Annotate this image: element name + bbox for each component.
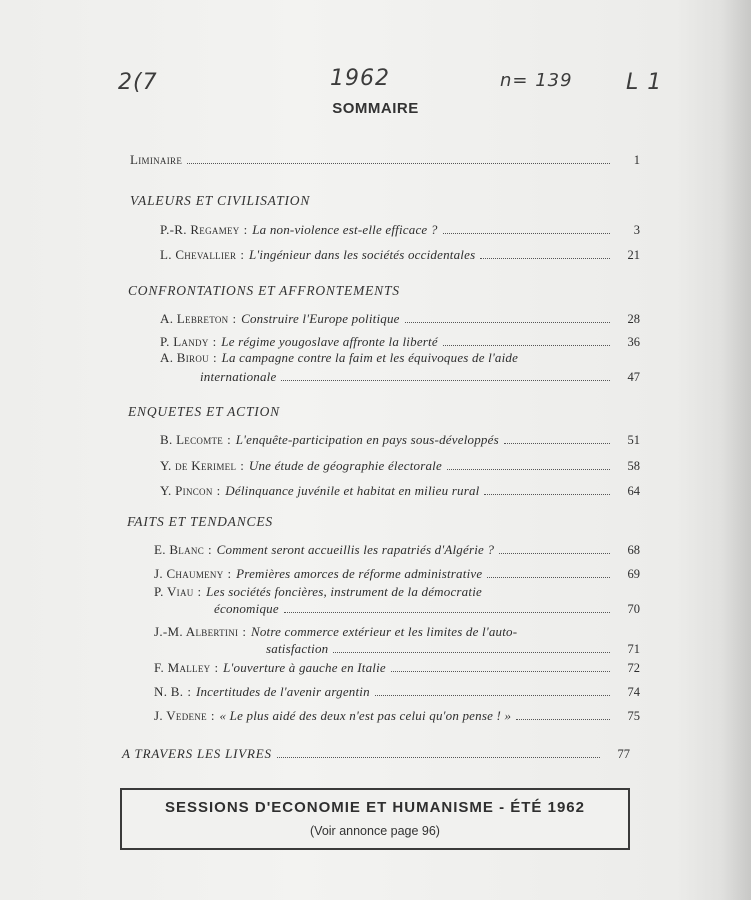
entry-title: Délinquance juvénile et habitat en milieu rural: [225, 483, 480, 498]
entry-title-continued: internationale: [200, 369, 277, 384]
page-title: SOMMAIRE: [332, 100, 419, 117]
entry-title: L'ingénieur dans les sociétés occidentales: [248, 247, 476, 262]
leader-dots: [484, 494, 610, 495]
page-number: 58: [627, 459, 640, 473]
toc-entry: Y. Pincon : Délinquance juvénile et habitat en milieu rural 64: [160, 483, 640, 498]
entry-author: P. Viau: [154, 584, 194, 599]
leader-dots: [284, 612, 610, 613]
handwritten-number: n= 139: [500, 70, 573, 91]
entry-title: L'enquête-participation en pays sous-développés: [235, 432, 499, 447]
entry-author: L. Chevallier: [160, 247, 237, 262]
leader-dots: [277, 757, 600, 758]
page-number: 69: [627, 567, 640, 581]
leader-dots: [391, 671, 610, 672]
leader-dots: [504, 443, 610, 444]
travers-entry: [122, 746, 630, 762]
leader-dots: [447, 469, 610, 470]
toc-entry: A. Lebreton : Construire l'Europe politique 28: [160, 311, 640, 326]
page-number: 1: [633, 153, 640, 167]
leader-dots: [187, 163, 610, 164]
entry-title: Premières amorces de réforme administrative: [236, 566, 483, 581]
toc-entry: J. Chaumeny : Premières amorces de réforme administrative 69: [154, 566, 640, 581]
entry-author: P. Landy: [160, 334, 209, 349]
entry-title: Les sociétés foncières, instrument de la démocratie: [206, 584, 482, 599]
entry-author: J.-M. Albertini: [154, 624, 239, 639]
toc-entry: P.-R. Regamey : La non-violence est-elle efficace ? 3: [160, 222, 640, 237]
entry-author: Y. Pincon: [160, 483, 213, 498]
toc-entry: A. Birou : La campagne contre la faim et les équivoques de l'aide internationale 47: [160, 350, 640, 384]
page-number: 72: [627, 661, 640, 675]
entry-title: Construire l'Europe politique: [241, 311, 400, 326]
toc-entry: E. Blanc : Comment seront accueillis les rapatriés d'Algérie ? 68: [154, 542, 640, 557]
leader-dots: [443, 233, 610, 234]
page-edge-shadow: [721, 0, 751, 900]
page-number: 3: [633, 223, 640, 237]
entry-title: La non-violence est-elle efficace ?: [252, 222, 438, 237]
handwritten-year: 1962: [330, 66, 390, 91]
page-number: 28: [627, 312, 640, 326]
page-number: 51: [627, 433, 640, 447]
entry-title: Notre commerce extérieur et les limites de l'auto-: [250, 624, 518, 639]
entry-title: « Le plus aidé des deux n'est pas celui qu'on pense ! »: [219, 708, 512, 723]
sessions-title: SESSIONS D'ECONOMIE ET HUMANISME - ÉTÉ 1962: [165, 799, 585, 816]
page-number: 71: [627, 642, 640, 656]
page-number: 36: [627, 335, 640, 349]
entry-author: A. Birou: [160, 350, 209, 365]
section-heading: FAITS ET TENDANCES: [127, 514, 273, 529]
page-number: 77: [617, 747, 630, 761]
sessions-note: (Voir annonce page 96): [310, 824, 440, 838]
entry-author: Y. de Kerimel: [160, 458, 237, 473]
travers-label: A TRAVERS LES LIVRES: [122, 746, 272, 761]
page-number: 75: [627, 709, 640, 723]
entry-title: Une étude de géographie électorale: [248, 458, 442, 473]
liminaire-label: Liminaire: [130, 152, 183, 167]
entry-title: Le régime yougoslave affronte la liberté: [221, 334, 438, 349]
entry-author: B. Lecomte: [160, 432, 224, 447]
entry-title-continued: satisfaction: [266, 641, 329, 656]
sessions-announcement-box: [120, 788, 630, 850]
leader-dots: [281, 380, 610, 381]
entry-author: A. Lebreton: [160, 311, 229, 326]
toc-entry: F. Malley : L'ouverture à gauche en Italie 72: [154, 660, 640, 675]
handwritten-code: 2(7: [118, 70, 158, 95]
entry-author: F. Malley: [154, 660, 211, 675]
section-heading: VALEURS ET CIVILISATION: [130, 193, 311, 208]
toc-entry: Y. de Kerimel : Une étude de géographie électorale 58: [160, 458, 640, 473]
leader-dots: [405, 322, 610, 323]
section-heading: ENQUETES ET ACTION: [128, 404, 280, 419]
toc-entry: J. Vedene : « Le plus aidé des deux n'est pas celui qu'on pense ! » 75: [154, 708, 640, 723]
leader-dots: [375, 695, 610, 696]
leader-dots: [333, 652, 610, 653]
entry-author: P.-R. Regamey: [160, 222, 240, 237]
entry-title: L'ouverture à gauche en Italie: [223, 660, 386, 675]
leader-dots: [487, 577, 610, 578]
leader-dots: [480, 258, 610, 259]
toc-entry: P. Landy : Le régime yougoslave affronte la liberté 36: [160, 334, 640, 349]
page-number: 47: [627, 370, 640, 384]
toc-entry: J.-M. Albertini : Notre commerce extérieur et les limites de l'auto- satisfaction 71: [154, 624, 640, 656]
leader-dots: [443, 345, 610, 346]
liminaire-entry: [130, 152, 640, 168]
page-number: 74: [627, 685, 640, 699]
entry-author: E. Blanc: [154, 542, 205, 557]
toc-entry: P. Viau : Les sociétés foncières, instrument de la démocratie économique 70: [154, 584, 640, 616]
entry-title: Incertitudes de l'avenir argentin: [195, 684, 370, 699]
toc-entry: L. Chevallier : L'ingénieur dans les sociétés occidentales 21: [160, 247, 640, 262]
section-heading: CONFRONTATIONS ET AFFRONTEMENTS: [128, 283, 400, 298]
page-number: 64: [627, 484, 640, 498]
entry-title: Comment seront accueillis les rapatriés d'Algérie ?: [216, 542, 495, 557]
entry-author: J. Vedene: [154, 708, 207, 723]
handwritten-mark: L 1: [626, 70, 663, 95]
page-number: 21: [627, 248, 640, 262]
toc-entry: N. B. : Incertitudes de l'avenir argentin 74: [154, 684, 640, 699]
page-number: 68: [627, 543, 640, 557]
leader-dots: [499, 553, 610, 554]
entry-title-continued: économique: [214, 601, 279, 616]
toc-entry: B. Lecomte : L'enquête-participation en pays sous-développés 51: [160, 432, 640, 447]
page-number: 70: [627, 602, 640, 616]
entry-author: J. Chaumeny: [154, 566, 224, 581]
entry-author: N. B.: [154, 684, 184, 699]
leader-dots: [516, 719, 610, 720]
entry-title: La campagne contre la faim et les équivoques de l'aide: [221, 350, 519, 365]
